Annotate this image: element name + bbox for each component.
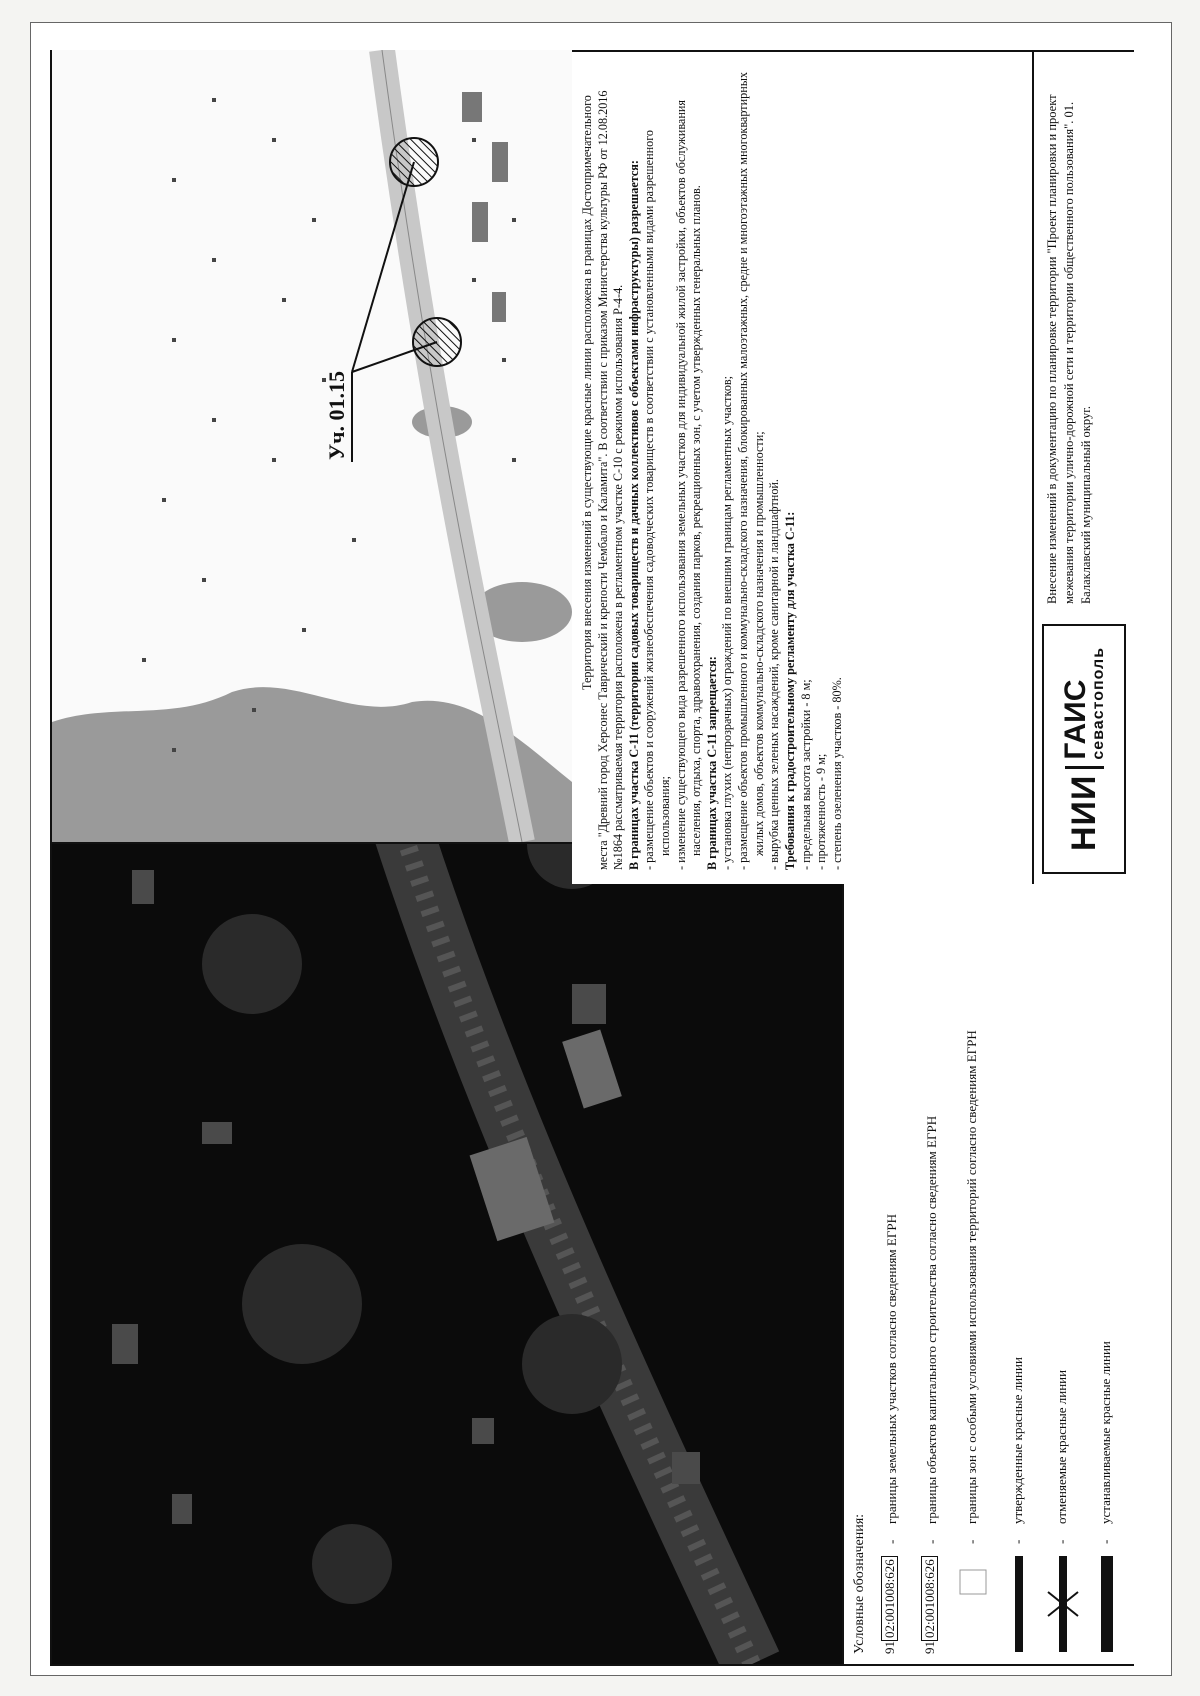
legend-text: утвержденные красные линии	[1010, 1357, 1025, 1524]
requirements-list	[799, 66, 846, 870]
list-item: - вырубка ценных зеленых насаждений, кроме санитарной и ландшафтной.	[767, 479, 782, 870]
legend-code-prefix: 91	[922, 1641, 937, 1654]
list-item: - изменение существующего вида разрешенного использования земельных участков для индивидуальной жилой застройки, объектов обслуживания населения, отдыха, спорта, здравоохранения, создания парков, рекреационных зон, с учетом утвержденных генеральных планов.	[673, 100, 704, 870]
legend-item-land-plots	[876, 894, 916, 1654]
map-frame	[50, 50, 1134, 1666]
rotated-layout	[52, 52, 1132, 1664]
legend-title: Условные обозначения:	[852, 1513, 867, 1654]
legend-item-established-red-lines	[1090, 894, 1130, 1654]
legend-code	[922, 1556, 938, 1654]
legend-dash: -	[1054, 1539, 1069, 1544]
zone-symbol	[956, 1554, 990, 1654]
legend-dash: -	[964, 1539, 979, 1544]
legend-text: устанавливаемые красные линии	[1098, 1341, 1113, 1524]
niigais-logo	[1042, 624, 1126, 874]
legend-code-prefix: 91	[882, 1641, 897, 1654]
legend	[842, 882, 1134, 1664]
established-red-line-symbol	[1090, 1554, 1124, 1654]
logo-gais	[1061, 647, 1107, 760]
forbidden-heading: В границах участка С-11 запрещается:	[704, 656, 719, 870]
legend-text: отменяемые красные линии	[1054, 1369, 1069, 1524]
requirements-heading: Требования к градостроительному регламенту для участка С-11:	[782, 511, 797, 870]
logo-nii: НИИ	[1065, 766, 1104, 851]
inset-map	[52, 50, 574, 844]
description-intro: Территория внесения изменений в существующие красные линии расположена в границах Достопримечательного места "Древний город Херсонес Таврический и крепости Чембало и Каламита". В соответствии с приказом Министерства культуры РФ от 12.08.2016 №1864 рассматриваемая территория расположена в регламентном участке С-10 с режимом использования Р-4-4.	[580, 90, 626, 870]
logo-gais-bottom: севастополь	[1090, 646, 1107, 760]
inset-map-graphic	[52, 50, 572, 842]
stamp-text: Внесение изменений в документацию по планировке территории "Проект планировки и проект межевания территории улично-дорожной сети и территории общественного пользования". 01. Балаклавский муниципальный округ.	[1045, 94, 1093, 604]
legend-text: границы земельных участков согласно сведениям ЕГРН	[884, 1214, 899, 1524]
legend-text: границы зон с особыми условиями использования территорий согласно сведениям ЕГРН	[964, 1030, 979, 1524]
legend-dash: -	[884, 1539, 899, 1544]
list-item: - размещение объектов промышленного и коммунально-складского назначения, блокированных малоэтажных, средне и многоэтажных многоквартирных жилых домов, объектов коммунально-складского назначения и промышленности;	[736, 71, 766, 870]
allowed-heading: В границах участка С-11 (территории садовых товариществ и дачных коллективов с объектами инфраструктуры) разрешается:	[626, 160, 641, 870]
forbidden-list	[720, 66, 782, 870]
list-item: - установка глухих (непрозрачных) ограждений по внешним границам регламентных участков;	[720, 375, 735, 870]
legend-code-box: 02:001008:626	[881, 1556, 898, 1641]
plot-label: Уч. 01.15	[324, 370, 349, 460]
list-item: - предельная высота застройки - 8 м;	[798, 679, 813, 870]
legend-dash: -	[1010, 1539, 1025, 1544]
legend-item-approved-red-lines	[1002, 894, 1042, 1654]
legend-dash: -	[924, 1539, 939, 1544]
legend-code-box: 02:001008:626	[921, 1556, 938, 1641]
legend-dash: -	[1098, 1539, 1113, 1544]
list-item: - протяженность - 9 м;	[814, 753, 829, 870]
legend-code	[882, 1556, 898, 1654]
logo-gais-top: ГАИС	[1059, 679, 1092, 760]
legend-text: границы объектов капитального строительства согласно сведениям ЕГРН	[924, 1115, 939, 1524]
legend-item-buildings	[916, 894, 956, 1654]
cancelled-red-line-symbol	[1046, 1554, 1080, 1654]
allowed-list	[642, 66, 704, 870]
list-item: - степень озеленения участков - 80%.	[829, 677, 844, 870]
title-stamp	[1032, 52, 1134, 884]
list-item: - размещение объектов и сооружений жизнеобеспечения садоводческих товариществ в соответствии с установленными видами разрешенного использования;	[642, 129, 673, 870]
legend-item-zones	[956, 894, 996, 1654]
description	[572, 52, 1032, 884]
approved-red-line-symbol	[1002, 1554, 1036, 1654]
legend-item-cancelled-red-lines	[1046, 894, 1086, 1654]
